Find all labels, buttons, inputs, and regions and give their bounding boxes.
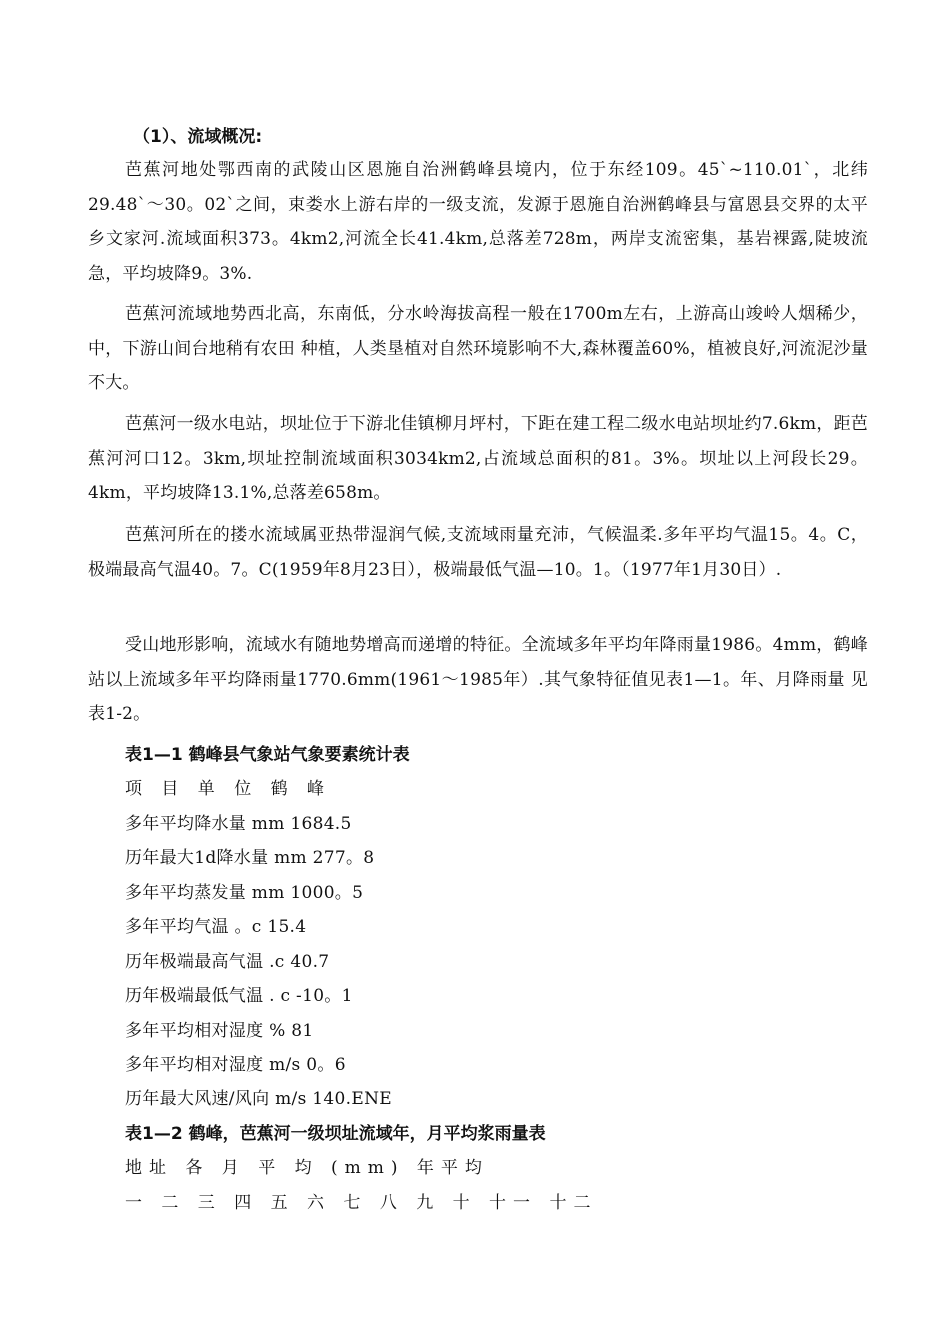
table2-title: 表1—2 鹤峰，芭蕉河一级坝址流域年，月平均浆雨量表 [125, 1124, 546, 1144]
table1-header: 项 目 单 位 鹤 峰 [125, 779, 332, 799]
table1-row: 历年极端最高气温 .c 40.7 [125, 952, 330, 972]
paragraph-rainfall: 受山地形影响，流域水有随地势增高而递增的特征。全流域多年平均年降雨量1986。4mm，鹤峰站以上流域多年平均降雨量1770.6mm(1961～1985年）.其气象特征值见表1—1。年、月降雨量 见表1-2。 [88, 635, 868, 725]
paragraph-dam-site: 芭蕉河一级水电站，坝址位于下游北佳镇柳月坪村，下距在建工程二级水电站坝址约7.6km，距芭蕉河河口12。3km,坝址控制流域面积3034km2,占流域总面积的81。3%。坝址以上河段长29。4km，平均坡降13.1%,总落差658m。 [88, 414, 868, 504]
section-heading: （1）、流域概况: [133, 127, 263, 147]
table2-header: 地址 各 月 平 均 (mm) 年平均 [125, 1158, 489, 1178]
paragraph-climate: 芭蕉河所在的搂水流域属亚热带湿润气候,支流域雨量充沛，气候温柔.多年平均气温15。4。C，极端最高气温40。7。C(1959年8月23日），极端最低气温—10。1。（1977年1月30日）. [88, 525, 868, 580]
table1-row: 多年平均相对湿度 m/s 0。6 [125, 1055, 346, 1075]
table1-row: 多年平均蒸发量 mm 1000。5 [125, 883, 364, 903]
table1-title: 表1—1 鹤峰县气象站气象要素统计表 [125, 745, 410, 765]
table1-row: 历年最大1d降水量 mm 277。8 [125, 848, 375, 868]
table1-row: 历年最大风速/风向 m/s 140.ENE [125, 1089, 392, 1109]
paragraph-basin-location: 芭蕉河地处鄂西南的武陵山区恩施自治洲鹤峰县境内，位于东经109。45`~110.01`，北纬29.48`～30。02`之间，束娄水上游右岸的一级支流，发源于恩施自治洲鹤峰县与富恩县交界的太平乡文家河.流域面积373。4km2,河流全长41.4km,总落差728m，两岸支流密集，基岩裸露,陡坡流急，平均坡降9。3%. [88, 160, 868, 284]
table1-row: 多年平均相对湿度 % 81 [125, 1021, 314, 1041]
paragraph-terrain: 芭蕉河流域地势西北高，东南低，分水岭海拔高程一般在1700m左右，上游高山竣岭人烟稀少，中，下游山间台地稍有农田 种植，人类垦植对自然环境影响不大,森林覆盖60%，植被良好,河流泥沙量不大。 [88, 304, 868, 394]
table2-months: 一 二 三 四 五 六 七 八 九 十 十一 十二 [125, 1193, 598, 1213]
table1-row: 历年极端最低气温 . c -10。1 [125, 986, 353, 1006]
table1-row: 多年平均降水量 mm 1684.5 [125, 814, 352, 834]
table1-row: 多年平均气温 。c 15.4 [125, 917, 307, 937]
